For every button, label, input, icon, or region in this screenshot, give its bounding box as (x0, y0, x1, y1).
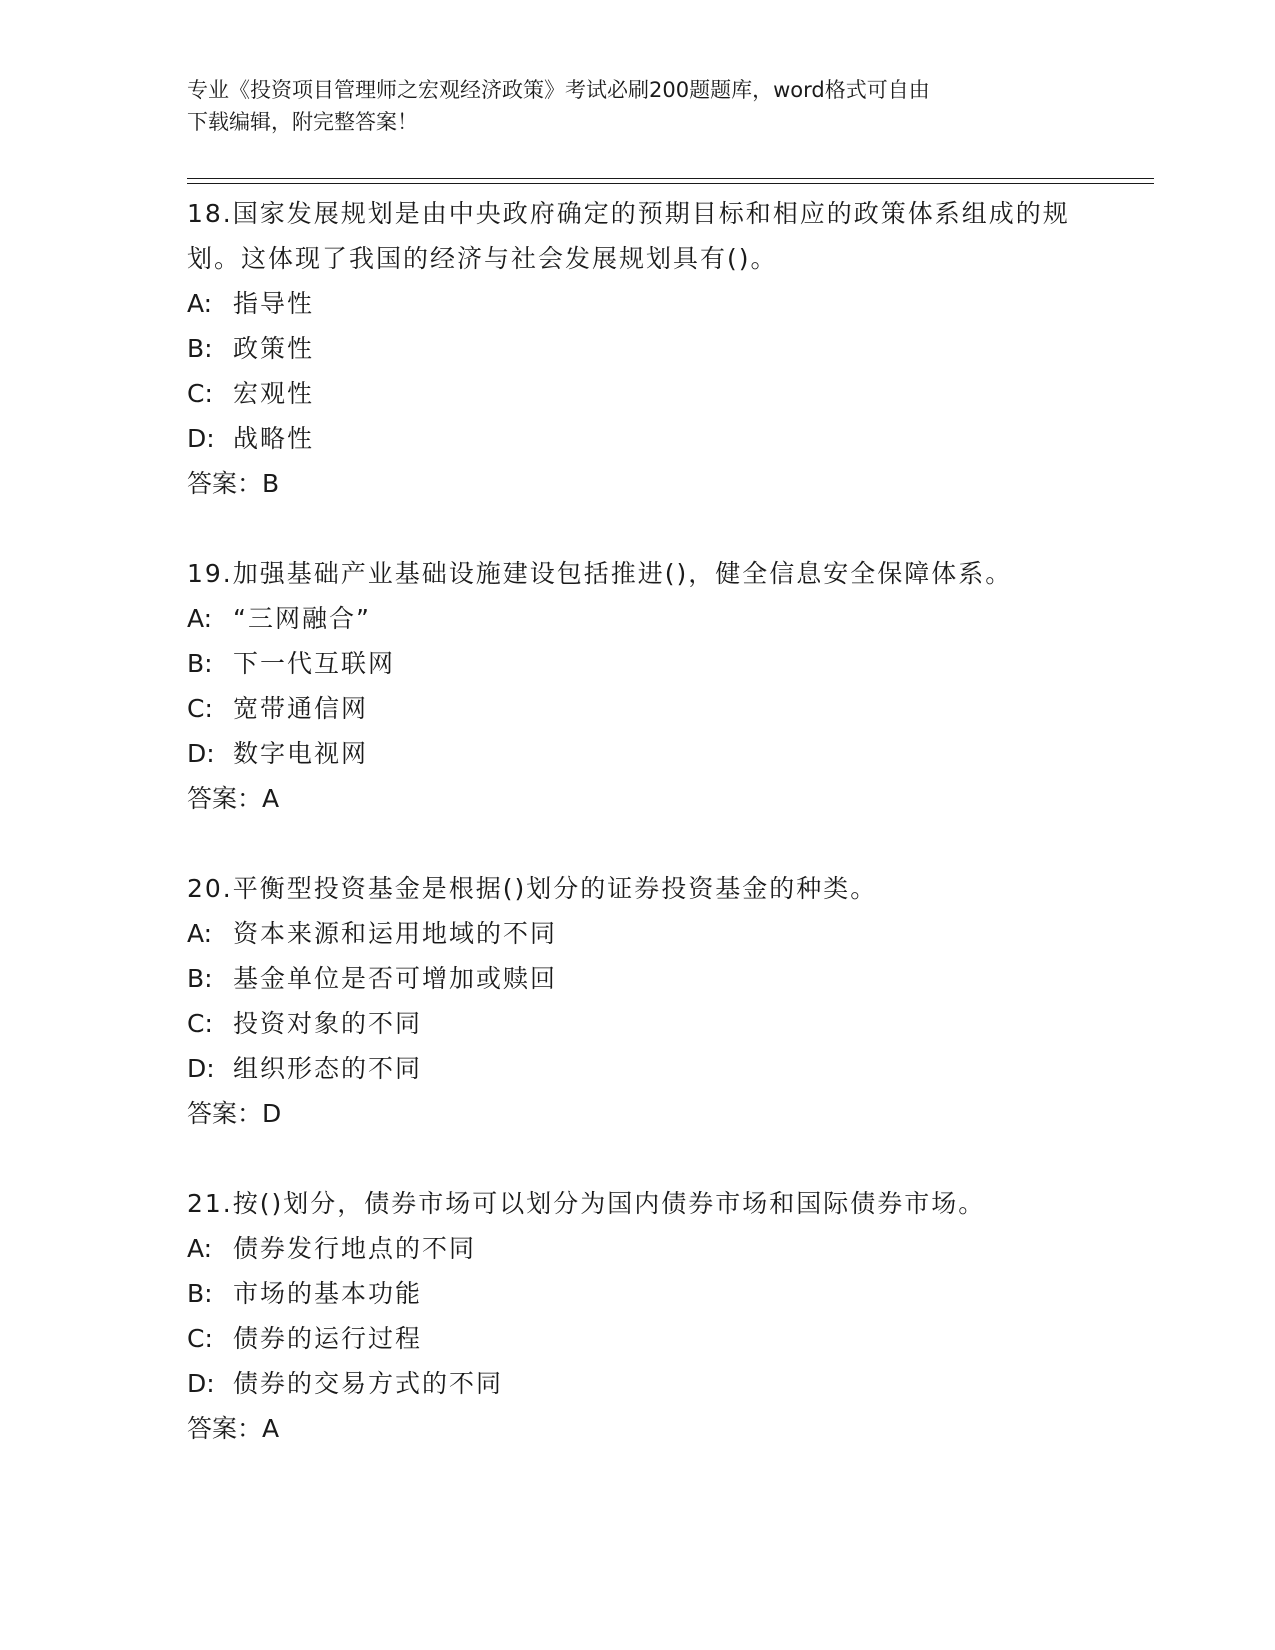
option-text: 指导性 (233, 289, 315, 318)
option-letter: C: (187, 379, 213, 408)
option-a (187, 281, 1147, 326)
option-c (187, 1316, 1147, 1361)
option-letter: D: (187, 424, 215, 453)
option-a (187, 596, 1147, 641)
option-text: 投资对象的不同 (233, 1009, 423, 1038)
option-a (187, 1226, 1147, 1271)
option-letter: B: (187, 649, 213, 678)
option-d (187, 731, 1147, 776)
option-letter: B: (187, 964, 213, 993)
question-21 (187, 1181, 1147, 1451)
header-line-2: 下载编辑，附完整答案！ (187, 110, 418, 134)
option-letter: D: (187, 1054, 215, 1083)
question-stem: 19.加强基础产业基础设施建设包括推进()，健全信息安全保障体系。 (187, 559, 1013, 588)
option-c (187, 686, 1147, 731)
option-c (187, 371, 1147, 416)
option-text: 组织形态的不同 (233, 1054, 423, 1083)
option-letter: A: (187, 604, 213, 633)
option-b (187, 641, 1147, 686)
option-letter: A: (187, 289, 213, 318)
option-a (187, 911, 1147, 956)
option-c (187, 1001, 1147, 1046)
header-divider-bottom (187, 183, 1154, 184)
header-line-1: 专业《投资项目管理师之宏观经济政策》考试必刷200题题库，word格式可自由 (187, 78, 930, 102)
header-divider-top (187, 178, 1154, 179)
option-text: 债券发行地点的不同 (233, 1234, 477, 1263)
answer-line: 答案：A (187, 1414, 280, 1443)
option-letter: B: (187, 1279, 213, 1308)
option-text: 下一代互联网 (233, 649, 396, 678)
option-text: 宏观性 (233, 379, 315, 408)
option-text: 债券的运行过程 (233, 1324, 423, 1353)
option-d (187, 416, 1147, 461)
document-header (187, 74, 1067, 138)
question-stem: 20.平衡型投资基金是根据()划分的证券投资基金的种类。 (187, 874, 878, 903)
option-letter: D: (187, 739, 215, 768)
option-letter: C: (187, 694, 213, 723)
option-text: 基金单位是否可增加或赎回 (233, 964, 558, 993)
question-stem: 21.按()划分，债券市场可以划分为国内债券市场和国际债券市场。 (187, 1189, 986, 1218)
option-letter: C: (187, 1009, 213, 1038)
option-text: 宽带通信网 (233, 694, 369, 723)
option-letter: A: (187, 1234, 213, 1263)
option-text: 市场的基本功能 (233, 1279, 423, 1308)
option-letter: B: (187, 334, 213, 363)
question-19 (187, 551, 1147, 821)
option-text: 战略性 (233, 424, 315, 453)
option-b (187, 956, 1147, 1001)
option-text: 债券的交易方式的不同 (233, 1369, 504, 1398)
answer-line: 答案：D (187, 1099, 282, 1128)
question-stem: 18.国家发展规划是由中央政府确定的预期目标和相应的政策体系组成的规划。这体现了我国的经济与社会发展规划具有()。 (187, 199, 1070, 273)
answer-line: 答案：A (187, 784, 280, 813)
option-text: 数字电视网 (233, 739, 369, 768)
option-d (187, 1361, 1147, 1406)
option-text: “三网融合” (233, 604, 371, 633)
question-list (187, 191, 1147, 1496)
option-letter: C: (187, 1324, 213, 1353)
question-18 (187, 191, 1147, 506)
option-text: 政策性 (233, 334, 315, 363)
option-letter: D: (187, 1369, 215, 1398)
option-d (187, 1046, 1147, 1091)
option-letter: A: (187, 919, 213, 948)
option-b (187, 326, 1147, 371)
answer-line: 答案：B (187, 469, 280, 498)
option-b (187, 1271, 1147, 1316)
question-20 (187, 866, 1147, 1136)
option-text: 资本来源和运用地域的不同 (233, 919, 558, 948)
